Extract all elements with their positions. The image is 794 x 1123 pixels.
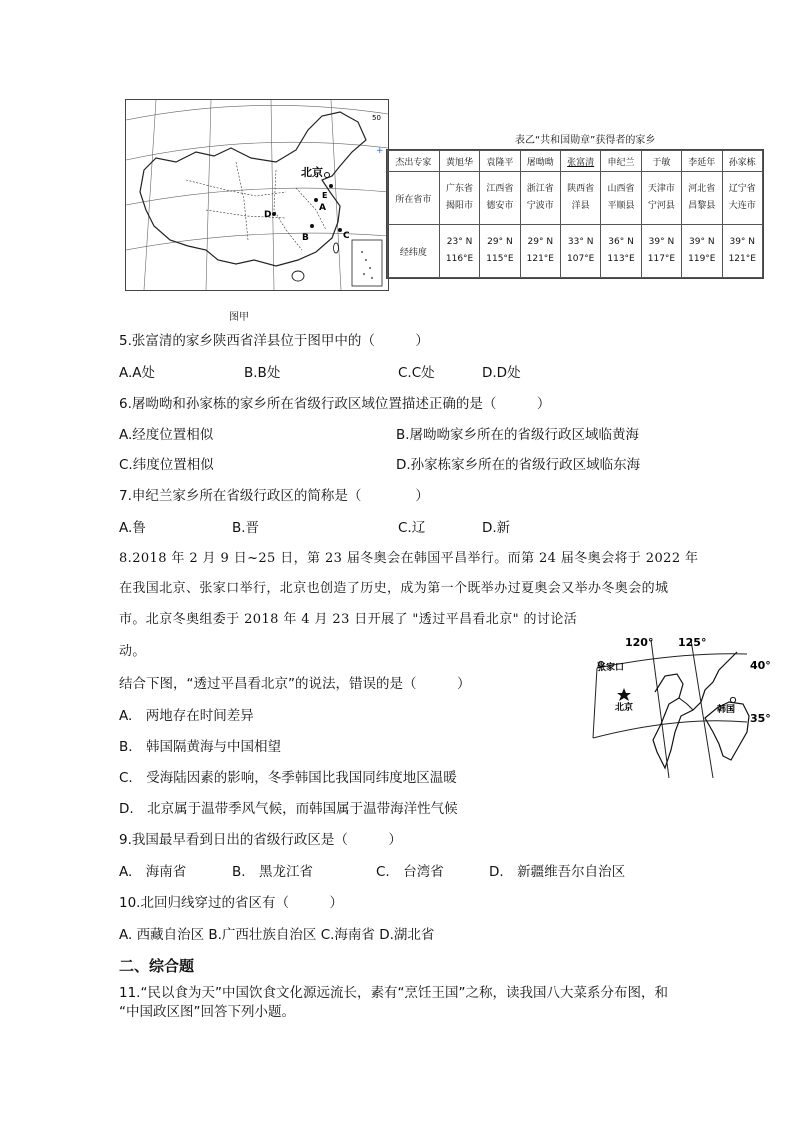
q6-option-d: D.孙家栋家乡所在的省级行政区域临东海 [396, 457, 641, 473]
q8-option-c: C. 受海陆因素的影响，冬季韩国比我国同纬度地区温暖 [119, 770, 457, 786]
province-cell: 广东省 [446, 184, 474, 195]
q9-option-b: B. 黑龙江省 [232, 864, 314, 880]
lat-cell: 29° N [487, 237, 513, 248]
name-cell: 李延年 [682, 151, 722, 172]
q6-stem: 6.屠呦呦和孙家栋的家乡所在省级行政区域位置描述正确的是（ ） [119, 396, 551, 412]
move-handle-icon[interactable]: + [376, 146, 384, 156]
map-label-c: C [343, 231, 350, 241]
city-cell: 昌黎县 [688, 201, 716, 212]
city-cell: 德安市 [486, 201, 514, 212]
province-cell: 陕西省 [567, 184, 595, 195]
header-location: 所在省市 [388, 172, 440, 225]
lat-cell: 33° N [567, 237, 594, 248]
q9-option-c: C. 台湾省 [376, 864, 444, 880]
q10-options: A. 西藏自治区 B.广西壮族自治区 C.海南省 D.湖北省 [119, 927, 435, 943]
q11-line-2: “中国政区图”回答下列小题。 [119, 1004, 295, 1020]
q5-option-b: B.B处 [244, 365, 281, 381]
name-cell: 张富清 [561, 151, 601, 172]
name-cell: 屠呦呦 [520, 151, 560, 172]
beijing-label: 北京 [615, 703, 634, 713]
q8-line-4: 动。 [119, 644, 146, 659]
lat-cell: 23° N [446, 237, 473, 248]
beijing-korea-map [583, 632, 778, 778]
section-title: 二、综合题 [119, 957, 195, 975]
q8-line-1: 8.2018 年 2 月 9 日~25 日，第 23 届冬奥会在韩国平昌举行。而第 24 届冬奥会将于 2022 年 [119, 551, 699, 566]
q9-option-d: D. 新疆维吾尔自治区 [489, 864, 626, 880]
map-label-corner: 50 [372, 114, 381, 122]
province-cell: 天津市 [647, 184, 675, 195]
lat-cell: 29° N [527, 237, 554, 248]
city-cell: 平顺县 [607, 201, 635, 212]
lat-cell: 39° N [648, 237, 675, 248]
china-map-svg [126, 100, 388, 290]
province-cell: 山西省 [607, 184, 635, 195]
province-cell: 辽宁省 [728, 184, 756, 195]
beijing-korea-svg [583, 632, 778, 778]
name-cell: 袁隆平 [480, 151, 520, 172]
header-experts: 杰出专家 [388, 151, 440, 172]
q8-line-3: 市。北京冬奥组委于 2018 年 4 月 23 日开展了 "透过平昌看北京" 的讨论活 [119, 612, 578, 627]
lon-cell: 119°E [688, 254, 716, 265]
q8-option-a: A. 两地存在时间差异 [119, 708, 254, 724]
figure-a-caption: 图甲 [229, 312, 249, 323]
q8-stem: 结合下图，“透过平昌看北京”的说法，错误的是（ ） [119, 676, 471, 692]
lon-cell: 121°E [728, 254, 756, 265]
city-cell: 洋县 [571, 201, 590, 212]
q11-line-1: 11.“民以食为天”中国饮食文化源远流长，素有“烹饪王国”之称，读我国八大菜系分布图，和 [119, 985, 668, 1001]
q8-option-b: B. 韩国隔黄海与中国相望 [119, 739, 282, 755]
lon-cell: 121°E [526, 254, 554, 265]
q10-stem: 10.北回归线穿过的省区有（ ） [119, 895, 343, 911]
china-outline [140, 112, 366, 266]
table-b-title: 表乙“共和国勋章”获得者的家乡 [515, 135, 656, 146]
q7-option-d: D.新 [482, 520, 511, 536]
lon-cell: 107°E [567, 254, 595, 265]
q5-stem: 5.张富清的家乡陕西省洋县位于图甲中的（ ） [119, 333, 429, 349]
q6-option-b: B.屠呦呦家乡所在的省级行政区域临黄海 [396, 427, 640, 443]
lat-35-label: 35° [750, 712, 771, 725]
lon-cell: 117°E [647, 254, 676, 265]
province-cell: 浙江省 [526, 184, 554, 195]
city-cell: 宁河县 [647, 201, 675, 212]
q9-option-a: A. 海南省 [119, 864, 187, 880]
header-coordinates: 经纬度 [388, 225, 440, 278]
lon-cell: 116°E [445, 254, 474, 265]
lon-125-label: 125° [678, 636, 707, 649]
q6-option-a: A.经度位置相似 [119, 427, 214, 443]
lat-40-label: 40° [750, 659, 771, 672]
city-cell: 宁波市 [526, 201, 554, 212]
name-cell: 黄旭华 [439, 151, 479, 172]
lat-cell: 36° N [608, 237, 634, 248]
name-cell: 于敏 [641, 151, 681, 172]
name-cell: 孙家栋 [722, 151, 763, 172]
lat-cell: 39° N [689, 237, 715, 248]
q5-option-a: A.A处 [119, 365, 156, 381]
q9-stem: 9.我国最早看到日出的省级行政区是（ ） [119, 832, 402, 848]
province-cell: 江西省 [486, 184, 514, 195]
q7-option-c: C.辽 [398, 520, 426, 536]
korea-label: 韩国 [717, 705, 736, 715]
q5-option-c: C.C处 [398, 365, 435, 381]
name-cell: 申纪兰 [601, 151, 641, 172]
map-label-b: B [302, 233, 309, 243]
province-cell: 河北省 [688, 184, 716, 195]
map-label-e: E [322, 191, 328, 200]
lon-cell: 115°E [486, 254, 514, 265]
lon-120-label: 120° [625, 636, 654, 649]
china-map-figure [125, 99, 389, 291]
map-label-a: A [319, 203, 326, 213]
honor-medal-table [386, 149, 764, 279]
lon-cell: 113°E [607, 254, 635, 265]
q8-line-2: 在我国北京、张家口举行，北京也创造了历史，成为第一个既举办过夏奥会又举办冬奥会的城 [119, 581, 669, 596]
map-label-d: D [264, 210, 272, 220]
q7-option-a: A.鲁 [119, 520, 146, 536]
q7-option-b: B.晋 [232, 520, 260, 536]
city-cell: 大连市 [728, 201, 756, 212]
q6-option-c: C.纬度位置相似 [119, 457, 214, 473]
city-cell: 揭阳市 [446, 201, 474, 212]
lat-cell: 39° N [729, 237, 756, 248]
map-label-beijing: 北京 [301, 166, 323, 179]
q8-option-d: D. 北京属于温带季风气候，而韩国属于温带海洋性气候 [119, 801, 458, 817]
q5-option-d: D.D处 [482, 365, 521, 381]
zhangjiakou-label: 张家口 [597, 663, 625, 673]
q7-stem: 7.申纪兰家乡所在省级行政区的简称是（ ） [119, 488, 429, 504]
